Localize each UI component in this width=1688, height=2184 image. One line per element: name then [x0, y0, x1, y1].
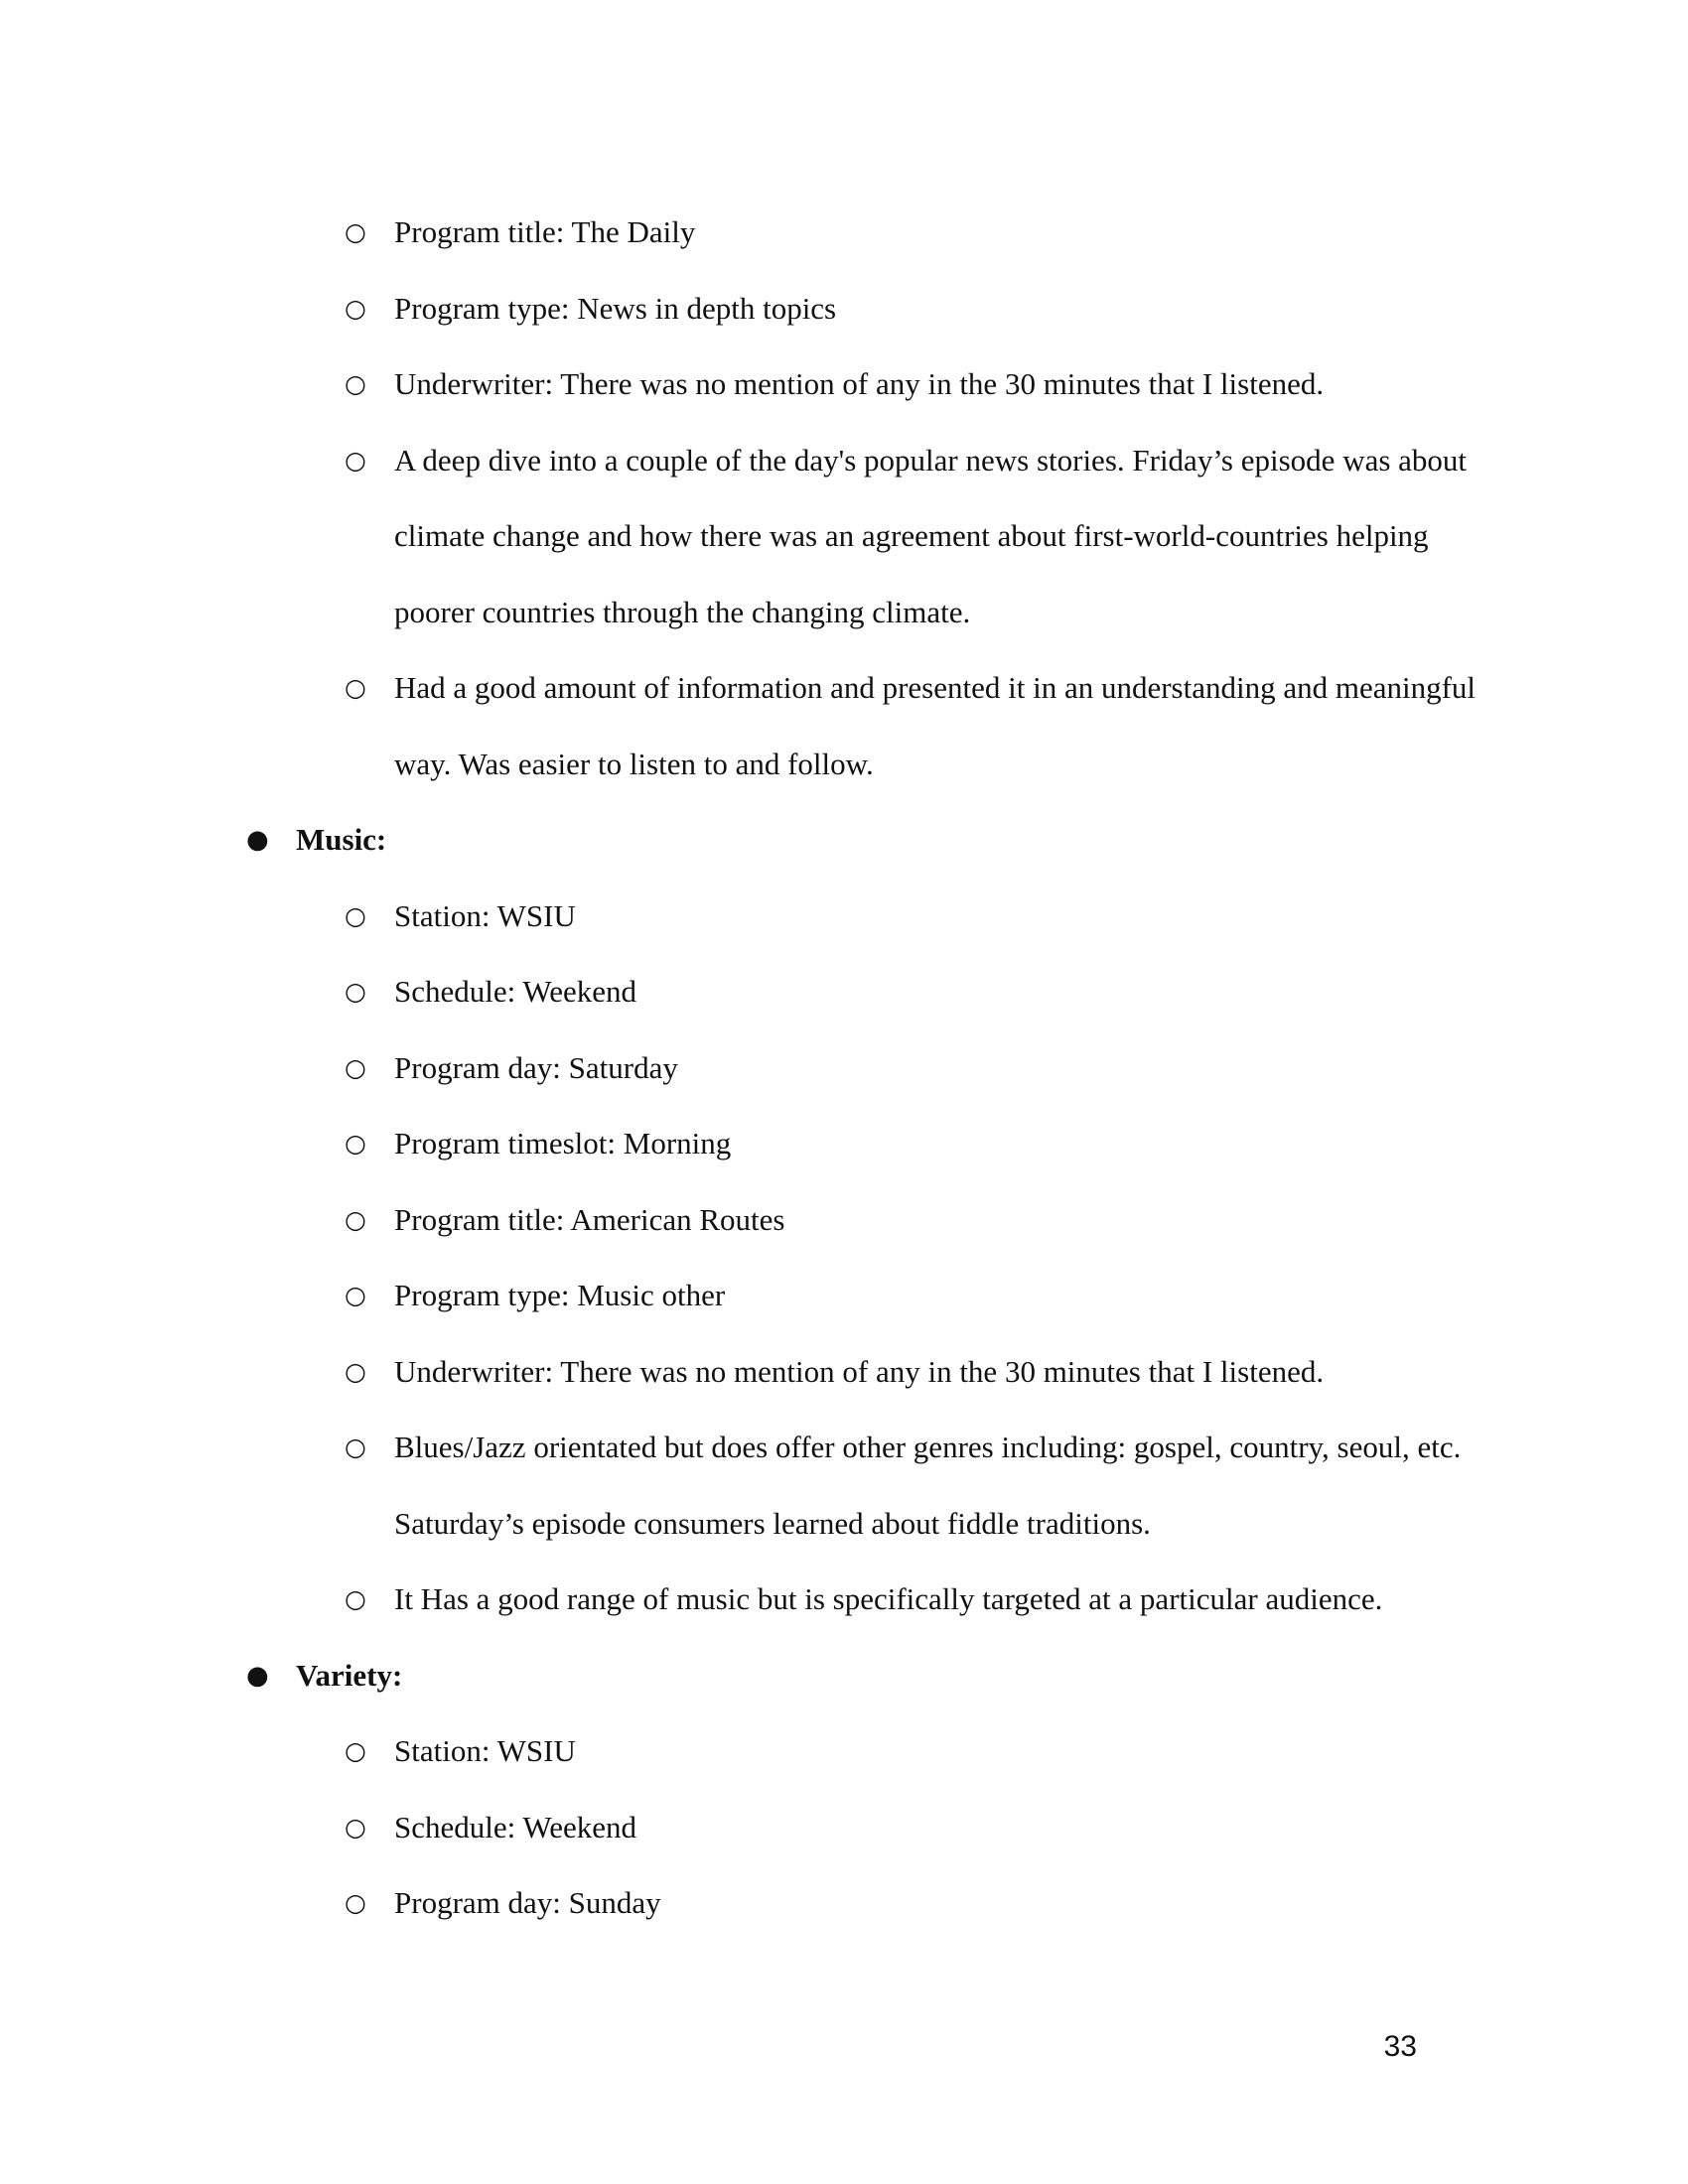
- hollow-bullet-icon: ○: [345, 369, 366, 398]
- list-item: [0, 1182, 1496, 1259]
- outline-list: [0, 195, 1688, 1942]
- list-item: [0, 954, 1496, 1030]
- hollow-bullet-icon: ○: [345, 1736, 366, 1765]
- list-item-text: Station: WSIU: [394, 897, 576, 933]
- list-item: [0, 1258, 1496, 1334]
- page-number: 33: [1383, 2030, 1417, 2063]
- hollow-bullet-icon: ○: [345, 1888, 366, 1917]
- hollow-bullet-icon: ○: [345, 1281, 366, 1309]
- list-item-text: Schedule: Weekend: [394, 1809, 636, 1844]
- list-item: [0, 1410, 1496, 1562]
- list-item: [0, 1713, 1496, 1790]
- hollow-bullet-icon: ○: [345, 1584, 366, 1613]
- list-item: [0, 346, 1496, 423]
- hollow-bullet-icon: ○: [345, 445, 366, 475]
- list-item: [0, 650, 1496, 802]
- hollow-bullet-icon: ○: [345, 1356, 366, 1386]
- list-item: [0, 879, 1496, 955]
- section-heading: Music:: [296, 822, 387, 857]
- list-item: [0, 1334, 1496, 1411]
- list-item-text: Program type: News in depth topics: [394, 290, 837, 326]
- list-item-text: Station: WSIU: [394, 1733, 576, 1768]
- hollow-bullet-icon: ○: [345, 217, 366, 246]
- list-item-text: A deep dive into a couple of the day's popular news stories. Friday’s episode was about climate change and how there was an agreement about first-world-countries helping poorer countries through the changing climate.: [394, 442, 1468, 629]
- list-item-text: Program title: The Daily: [394, 214, 696, 249]
- filled-bullet-icon: ●: [246, 1660, 269, 1691]
- list-item-text: Schedule: Weekend: [394, 974, 636, 1009]
- list-item-text: Had a good amount of information and presented it in an understanding and meaningful way. Was easier to listen to and follow.: [394, 670, 1477, 781]
- hollow-bullet-icon: ○: [345, 673, 366, 702]
- list-item-text: It Has a good range of music but is specifically targeted at a particular audience.: [394, 1581, 1383, 1616]
- list-item-text: Underwriter: There was no mention of any in the 30 minutes that I listened.: [394, 366, 1325, 401]
- filled-bullet-icon: ●: [246, 825, 269, 855]
- list-item-text: Blues/Jazz orientated but does offer other genres including: gospel, country, seoul, etc. Saturday’s episode consumers learned about fiddle traditions.: [394, 1430, 1462, 1541]
- list-item: [0, 1106, 1496, 1182]
- hollow-bullet-icon: ○: [345, 293, 366, 323]
- hollow-bullet-icon: ○: [345, 900, 366, 930]
- list-item: [0, 195, 1496, 271]
- list-item: [0, 1790, 1496, 1866]
- list-item: [0, 271, 1496, 347]
- section-music: [0, 802, 1688, 879]
- list-item: [0, 1865, 1496, 1942]
- list-item-text: Program day: Saturday: [394, 1049, 678, 1085]
- section-variety: [0, 1638, 1688, 1714]
- list-item: [0, 1030, 1496, 1107]
- hollow-bullet-icon: ○: [345, 1812, 366, 1842]
- hollow-bullet-icon: ○: [345, 1052, 366, 1082]
- hollow-bullet-icon: ○: [345, 1433, 366, 1461]
- list-item-text: Program title: American Routes: [394, 1201, 785, 1237]
- list-item-text: Program type: Music other: [394, 1278, 726, 1312]
- list-item: [0, 423, 1496, 651]
- section-heading: Variety:: [296, 1657, 403, 1693]
- hollow-bullet-icon: ○: [345, 1129, 366, 1158]
- list-item-text: Underwriter: There was no mention of any in the 30 minutes that I listened.: [394, 1353, 1325, 1389]
- list-item-text: Program timeslot: Morning: [394, 1126, 732, 1160]
- list-item-text: Program day: Sunday: [394, 1885, 661, 1920]
- list-item: [0, 1562, 1496, 1638]
- hollow-bullet-icon: ○: [345, 977, 366, 1006]
- hollow-bullet-icon: ○: [345, 1204, 366, 1234]
